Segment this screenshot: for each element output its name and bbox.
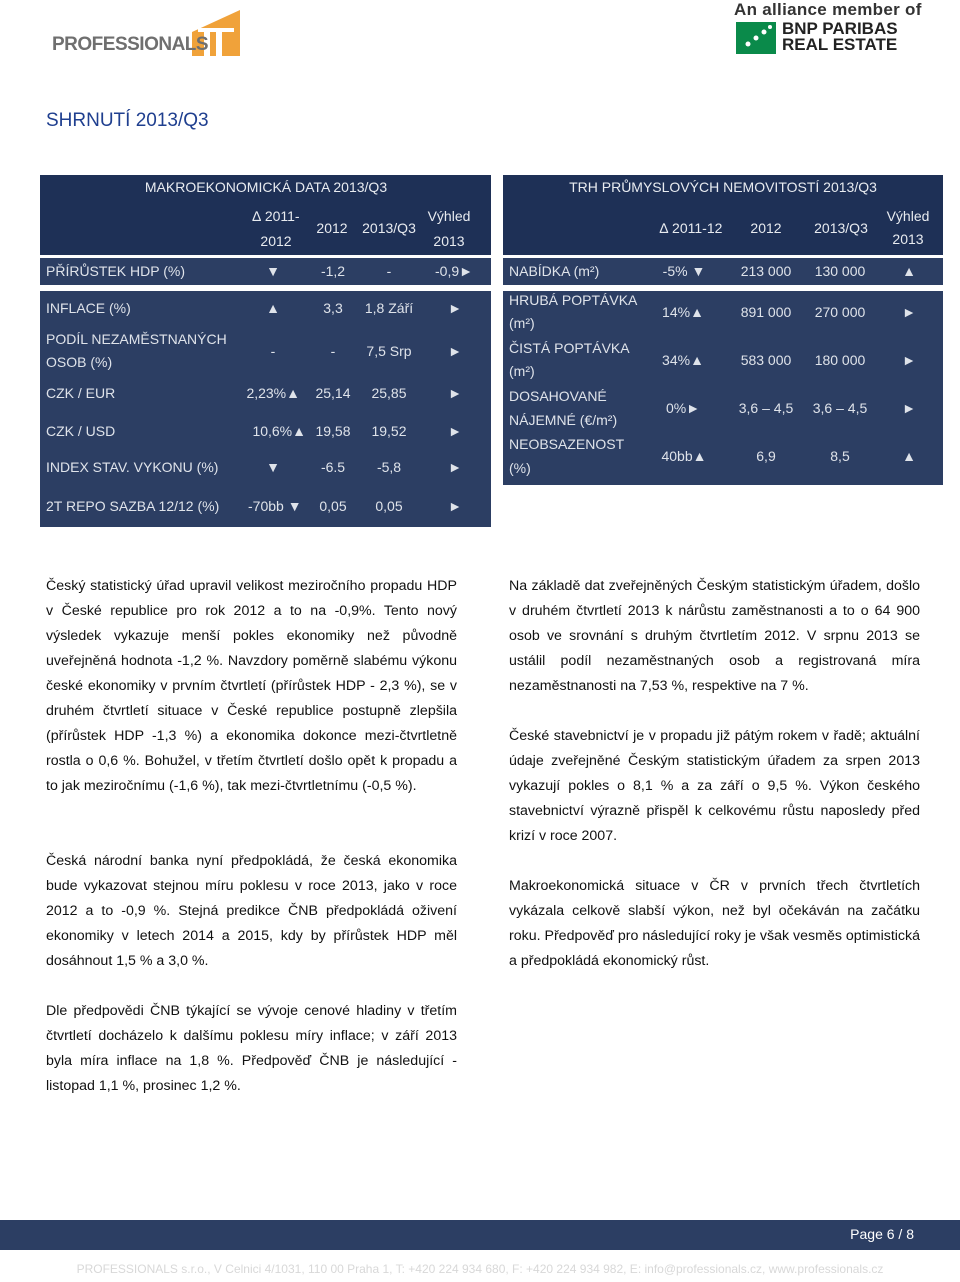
macro-col-delta-2: 2012 (260, 233, 292, 249)
industrial-row-label-2: (m²) (509, 315, 535, 331)
bnp-text: BNP PARIBAS (782, 19, 898, 38)
macro-row-label: PODÍL NEZAMĚSTNANÝCH (46, 331, 227, 347)
macro-row-label: PŘÍRŮSTEK HDP (%) (46, 263, 185, 279)
macro-row-2012: 0,05 (319, 498, 347, 514)
macro-row-q3: - (386, 263, 392, 279)
macro-table-title: MAKROEKONOMICKÁ DATA 2013/Q3 (144, 179, 388, 195)
macro-row-q3: 1,8 Září (364, 300, 414, 316)
alliance-text: An alliance member of (734, 0, 922, 19)
macro-row-outlook: ► (448, 300, 462, 316)
macro-row-label: INDEX STAV. VYKONU (%) (46, 459, 219, 475)
industrial-row-2012: 891 000 (740, 304, 792, 320)
paragraph-inflation: Dle předpovědi ČNB týkající se vývoje cenové hladiny v třetím čtvrtletí docházelo k dalšímu poklesu míry inflace; v září 2013 byla míra inflace na 1,8 %. Předpověď ČNB je následující - listopad 1,1 %, prosinec 1,2 %. (46, 1003, 457, 1094)
macro-row-label: 2T REPO SAZBA 12/12 (%) (46, 498, 220, 514)
paragraph-gdp: Český statistický úřad upravil velikost meziročního propadu HDP v České republice pro rok 2012 a to na -0,9%. Tento nový výsledek vykazuje menší pokles ekonomiky než původně uveřejněná hodnota -1,2 %. Navzdory poměrně slabému výkonu české ekonomiky v prvním čtvrtletí (přírůstek HDP - 2,3 %), se v druhém čtvrtletí situace v České republice postupně zlepšila (přírůstek HDP -1,3 %) a ekonomika dokonce mezi-čtvrtletně rostla o 0,6 %. Bohužel, v třetím čtvrtletí došlo opět k propadu a to jak meziročnímu (-1,6 %), tak mezi-čtvrtletnímu (-0,5 %). (46, 578, 457, 794)
macro-row-outlook: ► (448, 498, 462, 514)
macro-row-outlook: ► (448, 343, 462, 359)
macro-row-q3: -5,8 (376, 459, 402, 475)
industrial-col-2012: 2012 (750, 220, 782, 236)
macro-row-delta: 2,23%▲ (246, 385, 300, 401)
industrial-row-2012: 6,9 (756, 448, 776, 464)
paragraph-summary: Makroekonomická situace v ČR v prvních třech čtvrtletích vykázala celkově slabší výkon, než byl očekáván na začátku roku. Předpověď pro následující roky je však vesměs optimistická a předpokládá ekonomický růst. (509, 878, 920, 969)
industrial-col-outlook-2: 2013 (892, 231, 924, 247)
bnp-paribas-logo (732, 0, 952, 58)
macro-row-outlook: ► (448, 459, 462, 475)
macro-row-delta: ▼ (266, 459, 280, 475)
professionals-logo (50, 2, 240, 58)
industrial-row-2012: 3,6 – 4,5 (738, 400, 794, 416)
macro-row-outlook: -0,9► (435, 263, 473, 279)
industrial-col-outlook: Výhled (886, 208, 930, 224)
industrial-row-outlook: ► (902, 400, 916, 416)
footer-bar (0, 1220, 960, 1250)
industrial-row-2012: 583 000 (740, 352, 792, 368)
macro-col-q3: 2013/Q3 (362, 220, 416, 236)
macro-row-outlook: ► (448, 423, 462, 439)
industrial-row-q3: 270 000 (814, 304, 866, 320)
industrial-row-outlook: ▲ (902, 263, 916, 279)
industrial-row-label-2: NÁJEMNÉ (€/m²) (509, 412, 618, 428)
industrial-row-label: ČISTÁ POPTÁVKA (509, 340, 630, 356)
industrial-row-label: DOSAHOVANÉ (509, 388, 607, 404)
macro-row-delta: ▲ (266, 300, 280, 316)
industrial-row-delta: 40bb▲ (661, 448, 707, 464)
industrial-row-label-2: (%) (509, 460, 531, 476)
industrial-row-q3: 180 000 (814, 352, 866, 368)
macro-row-2012: 25,14 (315, 385, 351, 401)
macro-row-q3: 19,52 (371, 423, 407, 439)
logo-text: PROFESSIONALS (52, 34, 209, 55)
macro-row-2012: -6.5 (320, 459, 346, 475)
macro-row-label: CZK / EUR (46, 385, 116, 401)
industrial-row-q3: 3,6 – 4,5 (812, 400, 868, 416)
industrial-row-label-2: (m²) (509, 363, 535, 379)
macro-row-outlook: ► (448, 385, 462, 401)
macro-row-delta: - (270, 343, 276, 359)
industrial-row-label: NABÍDKA (m²) (509, 263, 600, 279)
industrial-row-delta: 0%► (665, 400, 701, 416)
industrial-row-label: HRUBÁ POPTÁVKA (509, 292, 638, 308)
industrial-row-outlook: ▲ (902, 448, 916, 464)
macro-row-q3: 7,5 Srp (366, 343, 412, 359)
macro-row-label-2: OSOB (%) (46, 354, 113, 370)
macro-row-delta: 10,6%▲ (252, 423, 306, 439)
industrial-row-outlook: ► (902, 352, 916, 368)
real-estate-text: REAL ESTATE (782, 35, 898, 54)
macro-col-delta: ∆ 2011- (252, 208, 300, 224)
paragraph-employment: Na základě dat zveřejněných Českým statistickým úřadem, došlo v druhém čtvrtletí 2013 k nárůstu zaměstnanosti a to o 64 900 osob ve srovnání s druhým čtvrtletím 2012. V srpnu 2013 se ustálil podíl nezaměstnaných osob a registrovaná míra nezaměstnanosti na 7,53 %, respektive na 7 %. (509, 578, 920, 694)
industrial-row-q3: 130 000 (814, 263, 866, 279)
footer-address: PROFESSIONALS s.r.o., V Celnici 4/1031, 110 00 Praha 1, T: +420 224 934 680, F: +420 224 934 982, E: info@professionals.cz, www.professionals.cz (76, 1262, 884, 1276)
industrial-row-q3: 8,5 (830, 448, 850, 464)
page-title: SHRNUTÍ 2013/Q3 (46, 110, 209, 131)
macro-row-2012: 19,58 (315, 423, 351, 439)
industrial-col-delta: ∆ 2011-12 (659, 220, 723, 236)
macro-row-2012: -1,2 (320, 263, 346, 279)
paragraph-construction: České stavebnictví je v propadu již pátým rokem v řadě; aktuální údaje zveřejněné Českým statistickým úřadem za srpen 2013 vykazují pokles o 8,1 % a za září o 9,5 %. Výkon českého stavebnictví výrazně přispěl k celkovému růstu naposledy před krizí v roce 2007. (509, 728, 920, 844)
macro-row-delta: -70bb ▼ (248, 498, 302, 514)
paragraph-cnb-forecast: Česká národní banka nyní předpokládá, že česká ekonomika bude vykazovat stejnou míru poklesu v roce 2013, jako v roce 2012 a to -0,9 %. Stejná predikce ČNB předpokládá oživení ekonomiky v letech 2014 a 2015, kdy by přírůstek HDP měl dosáhnout 1,5 % a 3,0 %. (46, 853, 457, 969)
macro-row-2012: - (330, 343, 336, 359)
bnp-stars-icon (736, 22, 776, 54)
industrial-row-delta: 14%▲ (662, 304, 704, 320)
macro-row-2012: 3,3 (323, 300, 343, 316)
industrial-table-title: TRH PRŮMYSLOVÝCH NEMOVITOSTÍ 2013/Q3 (569, 179, 877, 195)
macro-row-q3: 25,85 (371, 385, 407, 401)
macro-col-outlook-2: 2013 (433, 233, 465, 249)
macro-col-outlook: Výhled (427, 208, 471, 224)
industrial-row-delta: -5% ▼ (662, 263, 706, 279)
industrial-row-delta: 34%▲ (662, 352, 704, 368)
macro-col-2012: 2012 (316, 220, 348, 236)
industrial-row-label: NEOBSAZENOST (509, 436, 625, 452)
macro-row-q3: 0,05 (375, 498, 403, 514)
industrial-col-q3: 2013/Q3 (814, 220, 868, 236)
macro-row-label: INFLACE (%) (46, 300, 131, 316)
page-number: Page 6 / 8 (850, 1226, 914, 1242)
macro-row-label: CZK / USD (46, 423, 116, 439)
industrial-row-outlook: ► (902, 304, 916, 320)
industrial-row-2012: 213 000 (740, 263, 792, 279)
macro-row-delta: ▼ (266, 263, 280, 279)
